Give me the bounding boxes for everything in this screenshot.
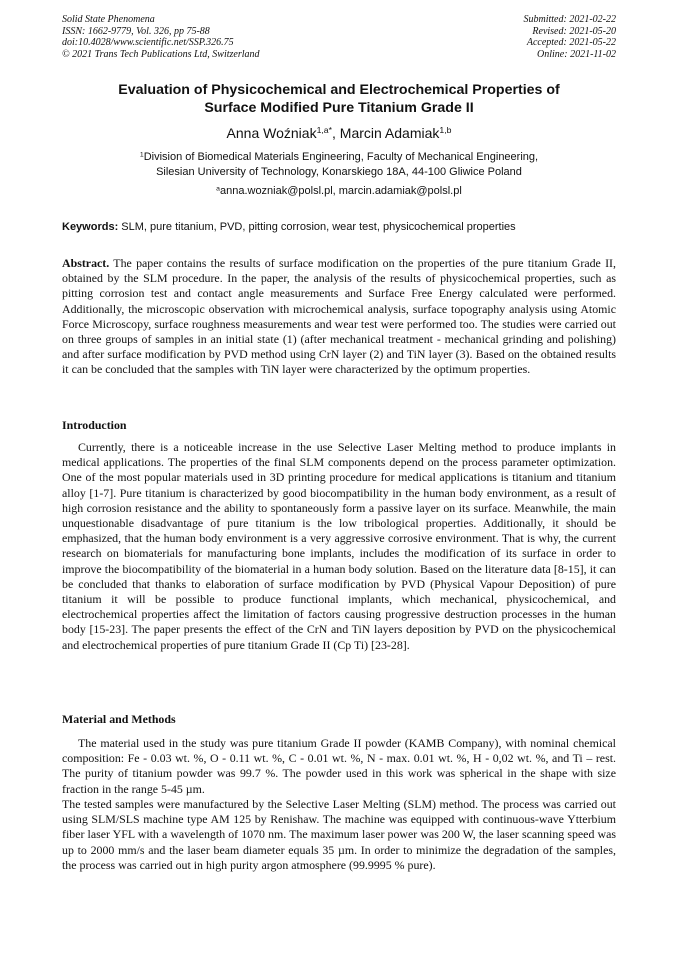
introduction-paragraph: Currently, there is a noticeable increase in the use Selective Laser Melting method to produce implants in medical applications. The properties of the final SLM components depend on the process parameter optimization. One of the most popular materials used in 3D printing procedure for medical applications is titanium and titanium alloy [1-7]. Pure titanium is characterized by good biocompatibility in the human body environment, as a result of high corrosion resistance and the ability to spontaneously form a passive layer on its surface. Meanwhile, the main unquestionable disadvantage of pure titanium is the low tribological properties. Additionally, it should be emphasized, that the human body environment is a very aggressive corrosive environment. That is why, the current research on biomaterials for manufacturing bone implants, includes the modification of its surface in order to improve the biocompatibility of the biomaterial in a human body solution. Based on the literature data [8-15], it can be concluded that thanks to elaboration of surface modification by PVD (Physical Vapour Deposition) of pure titanium it will be possible to produce functional implants, which mechanical, physicochemical, and electrochemical properties affect the limitation of factors causing progressive destruction processes in the human body [15-23]. The paper presents the effect of the CrN and TiN layers deposition by PVD on the physicochemical and electrochemical properties of pure titanium Grade II (Cp Ti) [23-28]. <box>62 440 616 652</box>
online-date: Online: 2021-11-02 <box>537 48 616 60</box>
submitted-date: Submitted: 2021-02-22 <box>523 14 616 25</box>
keywords-label: Keywords: <box>62 221 119 233</box>
methods-paragraph-1: The material used in the study was pure titanium Grade II powder (KAMB Company), with nominal chemical composition: Fe - 0.03 wt. %, O - 0.11 wt. %, C - 0.01 wt. %, N - max. 0.01 wt. %, H - 0,02 wt. %, and Ti – rest. The purity of titanium powder was 99.7 %. The powder used in this work was spherical in the shape with size fraction in the range 5-45 µm. <box>62 736 616 796</box>
author-2-name: Marcin Adamiak <box>339 125 440 141</box>
journal-name: Solid State Phenomena <box>62 14 155 25</box>
publication-info <box>62 14 260 60</box>
affiliation-line-1 <box>62 150 616 165</box>
revised-date: Revised: 2021-05-20 <box>532 25 616 37</box>
author-separator: , <box>332 125 340 141</box>
author-emails <box>62 184 616 199</box>
title-line-1: Evaluation of Physicochemical and Electrochemical Properties of <box>118 82 560 98</box>
author-1-affiliation-mark: 1,a* <box>316 125 332 136</box>
doi-line: doi:10.4028/www.scientific.net/SSP.326.75 <box>62 37 234 49</box>
accepted-date: Accepted: 2021-05-22 <box>526 37 616 49</box>
copyright-line: © 2021 Trans Tech Publications Ltd, Switzerland <box>62 48 260 60</box>
affiliation-text-1: Division of Biomedical Materials Engineering, Faculty of Mechanical Engineering, <box>143 151 539 163</box>
title-line-2: Surface Modified Pure Titanium Grade II <box>204 100 474 116</box>
keywords-text: SLM, pure titanium, PVD, pitting corrosion, wear test, physicochemical properties <box>118 221 516 233</box>
methods-heading: Material and Methods <box>62 712 176 726</box>
abstract <box>62 256 616 378</box>
affiliation-line-2: Silesian University of Technology, Konarskiego 18A, 44-100 Gliwice Poland <box>156 166 522 178</box>
abstract-label: Abstract. <box>62 256 110 270</box>
paper-title <box>62 81 616 117</box>
methods-paragraph-2: The tested samples were manufactured by the Selective Laser Melting (SLM) method. The process was carried out using SLM/SLS machine type AM 125 by Renishaw. The machine was equipped with continuous-wave Ytterbium fiber laser YFL with a wavelength of 1070 nm. The maximum laser power was 200 W, the laser scanning speed was up to 2000 mm/s and the laser beam diameter equals 35 µm. In order to minimize the degradation of the samples, the process was carried out in high purity argon atmosphere (99.9995 % pure). <box>62 797 616 872</box>
email-text: anna.wozniak@polsl.pl, marcin.adamiak@polsl.pl <box>219 185 462 197</box>
abstract-text: The paper contains the results of surface modification on the properties of the pure titanium Grade II, obtained by the SLM procedure. In the paper, the analysis of the results of physicochemical properties, such as pitting corrosion test and contact angle measurements and Surface Free Energy calculated were performed. Additionally, the microscopic observation with microchemical analysis, surface topography analysis using Atomic Force Microscopy, surface roughness measurements and wear test were performed too. The studies were carried out on three groups of samples in an initial state (1) (after mechanical treatment - mechanical grinding and polishing) and after surface modification by PVD method using CrN layer (2) and TiN layer (3). Based on the obtained results it can be concluded that the samples with TiN layer were characterized by the optimum properties. <box>62 256 616 377</box>
introduction-heading: Introduction <box>62 418 127 432</box>
author-list <box>62 124 616 142</box>
author-2-affiliation-mark: 1,b <box>439 125 452 136</box>
affiliation-mark: 1 <box>139 151 144 159</box>
email-mark: a <box>216 185 220 193</box>
author-1-name: Anna Woźniak <box>226 125 317 141</box>
issn-line: ISSN: 1662-9779, Vol. 326, pp 75-88 <box>62 25 210 37</box>
keywords <box>62 220 616 235</box>
publication-dates <box>524 14 617 60</box>
affiliation <box>62 150 616 180</box>
